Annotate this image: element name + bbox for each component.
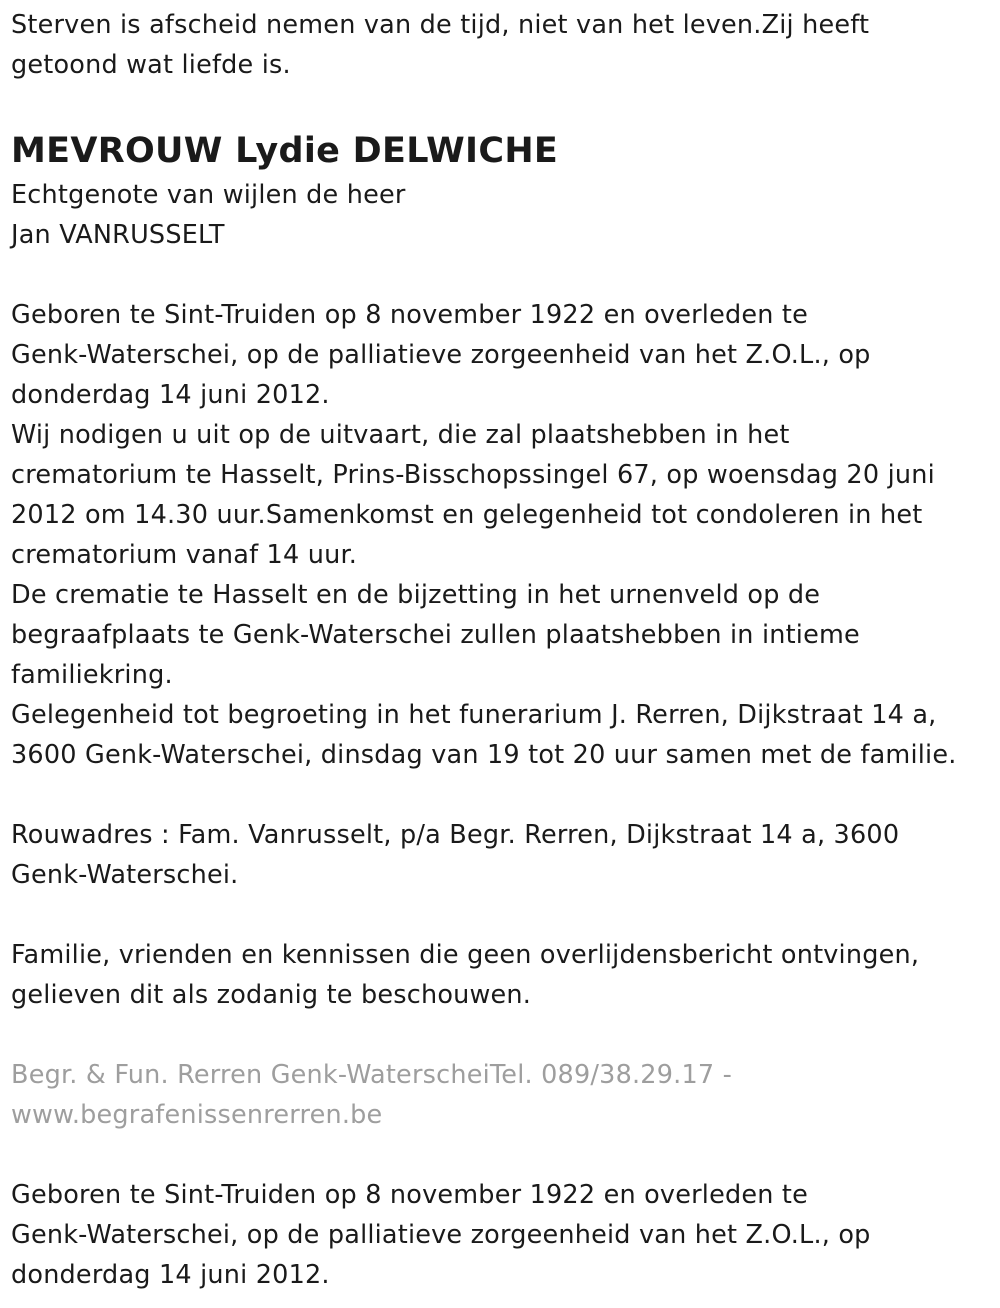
spacer (11, 1015, 991, 1055)
notice-line: gelieven dit als zodanig te beschouwen. (11, 980, 532, 1010)
spacer (11, 255, 991, 295)
funeral-home-website[interactable]: www.begrafenissenrerren.be (11, 1100, 383, 1130)
spacer (11, 1135, 991, 1175)
spacer (11, 895, 991, 935)
body-line: De crematie te Hasselt en de bijzetting in het urnenveld op de (11, 580, 821, 610)
funeral-home-line: Begr. & Fun. Rerren Genk-WaterscheiTel. 089/38.29.17 - (11, 1060, 733, 1090)
body-line: familiekring. (11, 660, 173, 690)
announcement-body (11, 295, 991, 775)
obituary-page (11, 0, 991, 1295)
intro-quote (11, 5, 991, 85)
repeated-announcement (11, 1175, 991, 1295)
address-line: Rouwadres : Fam. Vanrusselt, p/a Begr. Rerren, Dijkstraat 14 a, 3600 (11, 820, 900, 850)
body-line: Wij nodigen u uit op de uitvaart, die zal plaatshebben in het (11, 420, 790, 450)
subtitle-line: Jan VANRUSSELT (11, 220, 225, 250)
body-line: crematorium vanaf 14 uur. (11, 540, 358, 570)
body-line: Gelegenheid tot begroeting in het funerarium J. Rerren, Dijkstraat 14 a, (11, 700, 937, 730)
repeat-line: donderdag 14 juni 2012. (11, 1260, 330, 1290)
notice-line: Familie, vrienden en kennissen die geen overlijdensbericht ontvingen, (11, 940, 920, 970)
subtitle (11, 175, 991, 255)
body-line: begraafplaats te Genk-Waterschei zullen plaatshebben in intieme (11, 620, 860, 650)
repeat-line: Geboren te Sint-Truiden op 8 november 1922 en overleden te (11, 1180, 808, 1210)
spacer (11, 775, 991, 815)
deceased-name-title: MEVROUW Lydie DELWICHE (11, 131, 559, 171)
mourning-address (11, 815, 991, 895)
intro-line: getoond wat liefde is. (11, 50, 291, 80)
funeral-home-credit (11, 1055, 991, 1135)
body-line: 2012 om 14.30 uur.Samenkomst en gelegenheid tot condoleren in het (11, 500, 923, 530)
body-line: crematorium te Hasselt, Prins-Bisschopssingel 67, op woensdag 20 juni (11, 460, 935, 490)
subtitle-line: Echtgenote van wijlen de heer (11, 180, 406, 210)
intro-line: Sterven is afscheid nemen van de tijd, niet van het leven.Zij heeft (11, 10, 870, 40)
body-line: donderdag 14 juni 2012. (11, 380, 330, 410)
address-line: Genk-Waterschei. (11, 860, 239, 890)
body-line: Genk-Waterschei, op de palliatieve zorgeenheid van het Z.O.L., op (11, 340, 871, 370)
notice (11, 935, 991, 1015)
repeat-line: Genk-Waterschei, op de palliatieve zorgeenheid van het Z.O.L., op (11, 1220, 871, 1250)
body-line: Geboren te Sint-Truiden op 8 november 1922 en overleden te (11, 300, 808, 330)
body-line: 3600 Genk-Waterschei, dinsdag van 19 tot 20 uur samen met de familie. (11, 740, 957, 770)
